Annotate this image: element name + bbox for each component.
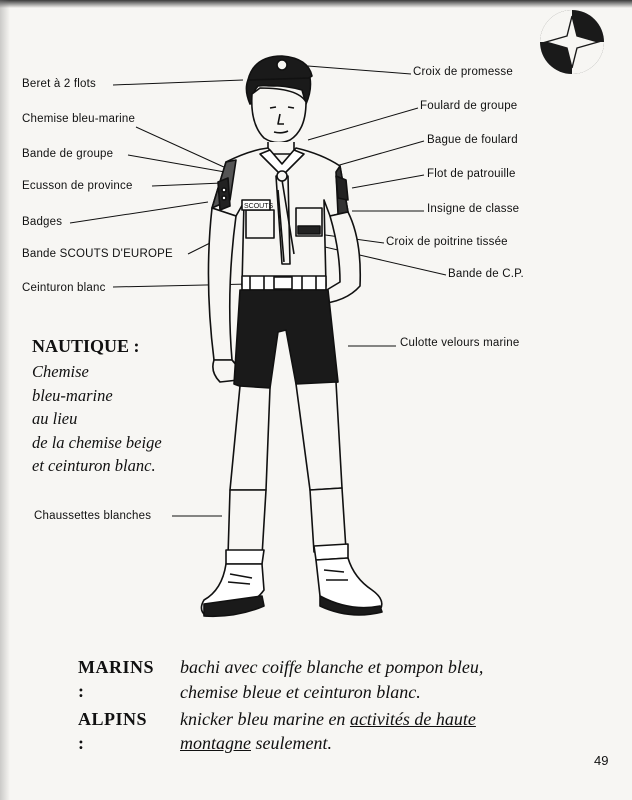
label-bande-cp: Bande de C.P. xyxy=(448,268,524,280)
label-badges: Badges xyxy=(22,216,63,228)
label-bande-scouts: Bande SCOUTS D'EUROPE xyxy=(22,248,173,260)
label-bague: Bague de foulard xyxy=(427,134,518,146)
label-insigne: Insigne de classe xyxy=(427,203,520,215)
alpins-underlined: activités de haute xyxy=(349,709,476,729)
scout-uniform-illustration xyxy=(190,50,430,630)
label-foulard: Foulard de groupe xyxy=(420,100,518,112)
alpins-underlined: montagne xyxy=(180,733,251,753)
alpins-heading: ALPINS : xyxy=(78,709,148,753)
page-number: 49 xyxy=(594,753,609,768)
label-chaussettes: Chaussettes blanches xyxy=(34,510,152,522)
marins-line: chemise bleue et ceinturon blanc. xyxy=(180,682,421,702)
label-croix-promesse: Croix de promesse xyxy=(413,66,513,78)
marins-line: bachi avec coiffe blanche et pompon bleu, xyxy=(180,657,484,677)
nautique-text xyxy=(32,360,162,478)
alpins-text: knicker bleu marine en xyxy=(180,709,346,729)
nautique-line: bleu-marine xyxy=(32,385,113,405)
label-flot: Flot de patrouille xyxy=(427,168,516,180)
svg-text:SCOUTS: SCOUTS xyxy=(244,203,274,210)
label-beret: Beret à 2 flots xyxy=(22,78,96,90)
alpins-line xyxy=(180,707,476,731)
label-culotte: Culotte velours marine xyxy=(400,337,520,349)
nautique-line: Chemise xyxy=(32,362,89,381)
nautique-line: et ceinturon blanc. xyxy=(32,456,156,475)
nautique-title: NAUTIQUE : xyxy=(32,336,140,356)
nautique-line: de la chemise beige xyxy=(32,432,162,452)
label-ceinturon: Ceinturon blanc xyxy=(22,282,106,294)
alpins-line xyxy=(180,731,332,755)
label-ecusson: Ecusson de province xyxy=(22,180,133,192)
label-chemise: Chemise bleu-marine xyxy=(22,113,136,125)
label-croix-poitrine: Croix de poitrine tissée xyxy=(386,236,508,248)
alpins-text: seulement. xyxy=(255,733,332,753)
label-bande-groupe: Bande de groupe xyxy=(22,148,114,160)
nautique-line: au lieu xyxy=(32,409,78,428)
marins-heading: MARINS : xyxy=(78,657,155,701)
